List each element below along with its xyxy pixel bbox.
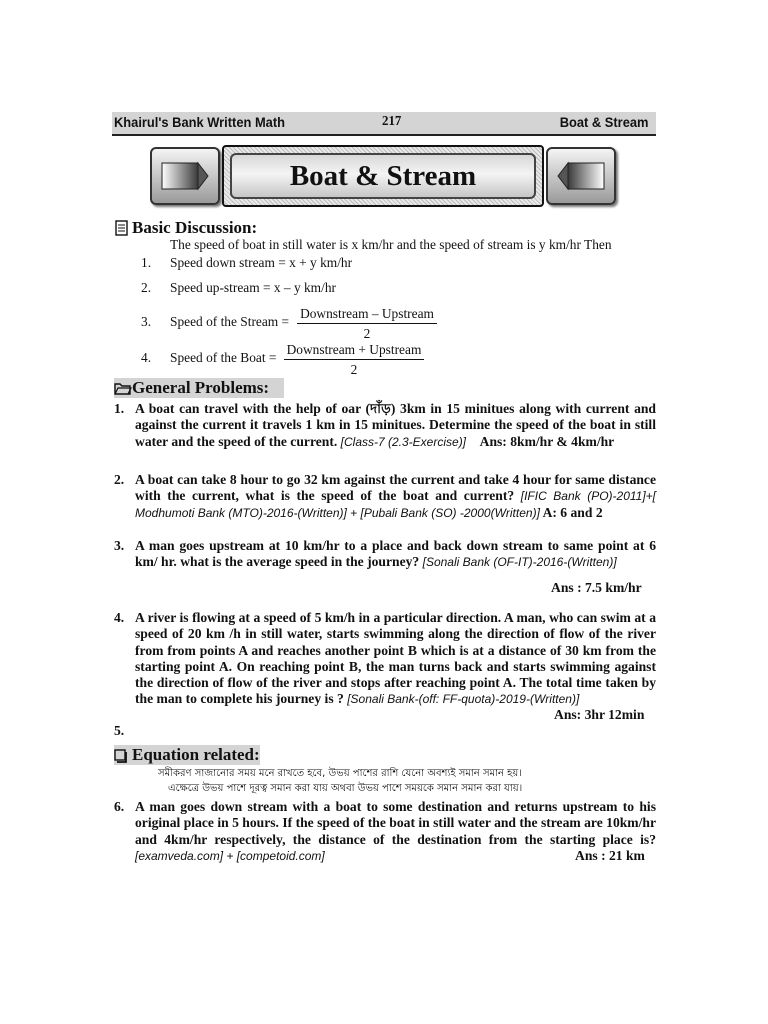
- equation-related-heading: Equation related:: [114, 745, 260, 765]
- formula-stream-label: Speed of the Stream =: [170, 314, 290, 329]
- problem-source: [Sonali Bank (OF-IT)-2016-(Written)]: [422, 555, 617, 570]
- problem-3-answer: Ans : 7.5 km/hr: [551, 580, 642, 595]
- chapter-banner: [150, 145, 616, 205]
- basic-discussion-heading: Basic Discussion:: [114, 218, 257, 241]
- page-header: [112, 112, 656, 136]
- formula-boat-fraction: Downstream + Upstream 2: [284, 342, 424, 378]
- problem-answer: A: 6 and 2: [542, 504, 603, 520]
- problem-source: [Sonali Bank-(off: FF-quota)-2019-(Written)]: [347, 692, 580, 707]
- chapter-title: Boat & Stream: [289, 160, 477, 192]
- problem-6: A man goes down stream with a boat to some destination and returns upstream to his original place in 5 hours. If the speed of the boat in still water and the stream are 10km/hr and 4km/hr respectively, the distance of the destination from the starting place is? [examveda.com] + [competoid.com]: [135, 799, 656, 863]
- problem-number: 1.: [114, 401, 125, 416]
- problem-source: [Class-7 (2.3-Exercise)]: [340, 434, 467, 449]
- problem-5-number: 5.: [114, 723, 125, 738]
- problem-number: 2.: [114, 472, 125, 487]
- list-number: 3.: [141, 314, 152, 329]
- problem-4: A river is flowing at a speed of 5 km/h in a particular direction. A man, who can swim at a speed of 20 km /h in still water, starts swimming along the direction of flow of the river from from points A and reaches another point B which is at a distance of 30 km from the starting point A. On reaching point B, the man turns back and starts swimming against the direction of flow of the river and stops after reaching point A. The total time taken by the man to complete his journey is ? [Sonali Bank-(off: FF-quota)-2019-(Written)]: [135, 610, 656, 707]
- problem-number: 3.: [114, 538, 125, 553]
- general-problems-heading: General Problems:: [114, 378, 284, 398]
- problem-3: A man goes upstream at 10 km/hr to a place and back down stream to same point at 6 km/ hr. what is the average speed in the journey? [Sonali Bank (OF-IT)-2016-(Written)]: [135, 538, 656, 570]
- problem-1: A boat can travel with the help of oar (দাঁড়) 3km in 15 minitues along with current and against the current it travels 1 km in 15 minitues. Determine the speed of the boat in still water and the speed of the current. [Class-7 (2.3-Exercise)] Ans: 8km/hr & 4km/hr: [135, 401, 656, 449]
- checkbox-icon: [114, 748, 132, 768]
- problem-answer: Ans: 8km/hr & 4km/hr: [479, 433, 615, 449]
- formula-stream-fraction: Downstream – Upstream 2: [297, 306, 437, 342]
- chapter-name: Boat & Stream: [559, 114, 648, 130]
- left-arrow-icon: [546, 147, 616, 205]
- problem-number: 4.: [114, 610, 125, 625]
- list-number: 1.: [141, 255, 152, 270]
- basic-intro: The speed of boat in still water is x km/hr and the speed of stream is y km/hr Then: [170, 237, 612, 252]
- list-number: 2.: [141, 280, 152, 295]
- equation-note-1: সমীকরণ সাজানোর সময় মনে রাখতে হবে, উভয় পাশের রাশি যেনো অবশ্যই সমান সমান হয়।: [158, 768, 522, 779]
- problem-4-answer: Ans: 3hr 12min: [554, 707, 645, 722]
- formula-downstream: Speed down stream = x + y km/hr: [170, 255, 353, 270]
- right-arrow-icon: [150, 147, 220, 205]
- problem-source: [examveda.com] + [competoid.com]: [135, 848, 325, 863]
- folder-icon: [114, 381, 132, 401]
- problem-source: [IFIC Bank (PO)-2011]+[ Modhumoti Bank (MTO)-2016-(Written)] + [Pubali Bank (SO) -2000(Written)]: [135, 489, 657, 520]
- book-title: Khairul's Bank Written Math: [114, 114, 286, 130]
- problem-6-answer: Ans : 21 km: [575, 848, 645, 863]
- problem-number: 6.: [114, 799, 125, 814]
- formula-boat-label: Speed of the Boat =: [170, 350, 277, 365]
- banner-frame: [222, 145, 544, 207]
- equation-note-2: এক্ষেত্রে উভয় পাশে দূরত্ব সমান করা যায় অথবা উভয় পাশে সময়কে সমান সমান করা যায়।: [168, 783, 523, 794]
- notepad-icon: [114, 220, 132, 241]
- list-number: 4.: [141, 350, 152, 365]
- problem-2: A boat can take 8 hour to go 32 km against the current and take 4 hour for same distance with the current, what is the speed of the boat and current? [IFIC Bank (PO)-2011]+[ Modhumoti Bank (MTO)-2016-(Written)] + [Pubali Bank (SO) -2000(Written)] A: 6 and 2: [135, 472, 657, 520]
- page-number: 217: [382, 114, 402, 129]
- formula-upstream: Speed up-stream = x – y km/hr: [170, 280, 336, 295]
